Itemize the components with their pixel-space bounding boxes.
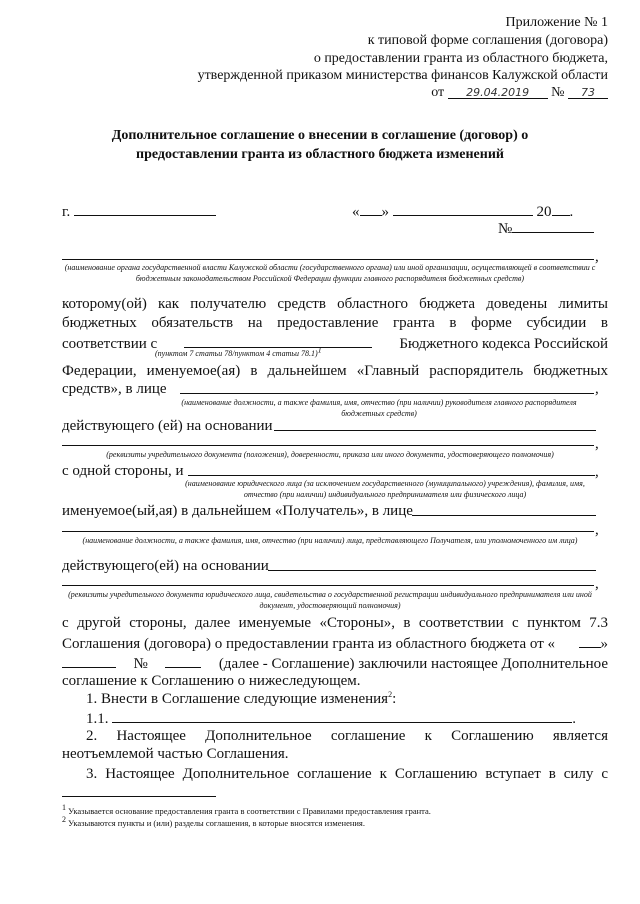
paragraph-1-line-3	[62, 333, 608, 353]
appendix-line-3: о предоставлении гранта из областного бюджета,	[313, 51, 608, 66]
footnote-separator	[62, 796, 216, 797]
organ-caption: (наименование органа государственной власти Калужской области (государственного органа) или иной организации, осуществляющей в соответствии с бюджетным законодательством Российской Федерации функции главного распорядителя бюджетных средств)	[64, 263, 596, 283]
colon: :	[392, 691, 397, 707]
appendix-date-line	[431, 84, 608, 101]
date-field	[448, 84, 548, 99]
ref-day-blank	[579, 633, 601, 648]
appendix-line-1: Приложение № 1	[505, 15, 608, 30]
agreement-reference-text: Соглашения (договора) о предоставлении гранта из областного бюджета от «	[62, 636, 556, 652]
one-side-text: с одной стороны, и	[62, 463, 184, 479]
day-blank	[360, 201, 382, 216]
comma: ,	[595, 522, 599, 538]
appendix-line-4: утвержденной приказом министерства финансов Калужской области	[197, 68, 608, 83]
paragraph-1-line-1: которому(ой) как получателю средств областного бюджета доведены лимиты	[62, 296, 608, 312]
quote-close: »	[381, 204, 389, 220]
acting-basis-1-blank-2	[62, 445, 594, 446]
recipient-caption: (наименование юридического лица (за исключением государственного (муниципального) учреждения), фамилия, имя, отчество (при наличии) индивидуального предпринимателя или физического лица)	[185, 479, 585, 499]
acting-basis-1-blank	[274, 430, 596, 431]
position-caption-2: (наименование должности, а также фамилия, имя, отчество (при наличии) лица, представляющего Получателя, или уполномоченного им лица)	[82, 536, 578, 545]
doc-title-line-2: предоставлении гранта из областного бюджета изменений	[136, 147, 504, 162]
comma: ,	[595, 436, 599, 452]
item-1-text: 1. Внести в Соглашение следующие изменения	[86, 691, 389, 707]
recipient-person-blank-2	[62, 531, 594, 532]
number-field	[568, 84, 608, 99]
organ-blank-line	[62, 259, 594, 260]
in-accordance-with: соответствии с	[62, 336, 158, 352]
quote-open: «	[352, 204, 360, 220]
year-blank	[552, 201, 570, 216]
acting-basis-2-blank-2	[62, 585, 594, 586]
hereinafter-text: (далее - Соглашение) заключили настоящее Дополнительное	[218, 656, 608, 672]
handwritten-date: 29.04.2019	[466, 86, 530, 99]
named-recipient-text: именуемое(ый,ая) в дальнейшем «Получатель», в лице	[62, 503, 413, 519]
paragraph-2-line-1: с другой стороны, далее именуемые «Стороны», в соответствии с пунктом 7.3	[62, 615, 608, 631]
item-1	[86, 690, 396, 708]
article-blank	[184, 333, 372, 348]
paragraph-1-line-2: бюджетных обязательств на предоставление гранта в форме субсидии в	[62, 315, 608, 331]
quote-close: »	[600, 636, 608, 652]
paragraph-2-line-4: соглашение к Соглашению о нижеследующем.	[62, 673, 361, 689]
footnote-1-text: Указывается основание предоставления гранта в соответствии с Правилами предоставления гранта.	[68, 806, 431, 816]
recipient-person-blank	[412, 515, 596, 516]
doc-title-line-1: Дополнительное соглашение о внесении в соглашение (договор) о	[111, 128, 529, 143]
item-1-1-label: 1.1.	[86, 711, 109, 727]
budget-code-text: Бюджетного кодекса Российской	[399, 336, 608, 352]
requisites-caption-1: (реквизиты учредительного документа (положения), доверенности, приказа или иного документа, удостоверяющего полномочия)	[106, 450, 554, 459]
item-2-line-2: неотъемлемой частью Соглашения.	[62, 746, 289, 762]
paragraph-2-line-2	[62, 633, 608, 653]
requisites-caption-2: (реквизиты учредительного документа юридического лица, свидетельства о государственной регистрации индивидуального предпринимателя или иной документ, удостоверяющий полномочия)	[68, 590, 592, 610]
city-blank	[74, 201, 216, 216]
acting-basis-2-blank	[268, 570, 596, 571]
city-field	[62, 201, 216, 221]
comma: ,	[595, 576, 599, 592]
ot-label: от	[431, 85, 445, 100]
footnote-2	[62, 817, 365, 829]
footnote-1-mark: 1	[62, 803, 66, 813]
year-prefix: 20	[536, 204, 552, 220]
paragraph-1-line-4: Федерации, именуемое(ая) в дальнейшем «Главный распорядитель бюджетных	[62, 363, 608, 379]
item-1-1-blank	[112, 708, 572, 723]
comma: ,	[595, 249, 599, 265]
footnote-2-mark: 2	[62, 815, 66, 825]
paragraph-1-line-5: средств», в лице	[62, 381, 167, 397]
footnote-ref-1: 1	[317, 345, 322, 355]
article-caption-text: (пунктом 7 статьи 78/пунктом 4 статьи 78.1)	[155, 349, 318, 358]
ref-number-label: №	[133, 656, 148, 672]
city-prefix: г.	[62, 204, 71, 220]
position-caption-1: (наименование должности, а также фамилия, имя, отчество (при наличии) руководителя главного распорядителя бюджетных средств)	[181, 398, 577, 418]
recipient-blank-line	[188, 475, 595, 476]
paragraph-2-line-3	[62, 653, 608, 673]
acting-basis-2: действующего(ей) на основании	[62, 558, 269, 574]
no-label: №	[551, 85, 565, 100]
footnote-2-text: Указываются пункты и (или) разделы соглашения, в которые вносятся изменения.	[68, 818, 365, 828]
agreement-number-blank	[512, 218, 594, 233]
ref-date-blank	[62, 653, 116, 668]
comma: ,	[595, 464, 599, 480]
agreement-number-field	[498, 218, 594, 238]
month-blank	[393, 201, 533, 216]
item-2-line-1: 2. Настоящее Дополнительное соглашение к Соглашению является	[86, 728, 608, 744]
appendix-line-2: к типовой форме соглашения (договора)	[367, 33, 608, 48]
comma: ,	[595, 381, 599, 397]
item-3-line-1: 3. Настоящее Дополнительное соглашение к Соглашению вступает в силу с	[86, 766, 608, 782]
agreement-number-label: №	[498, 221, 513, 237]
item-1-1: 1.1. .	[86, 708, 576, 728]
footnote-1	[62, 805, 431, 817]
person-blank-line	[180, 393, 594, 394]
ref-number-blank	[165, 653, 201, 668]
handwritten-number: 73	[581, 86, 595, 99]
acting-basis-1: действующего (ей) на основании	[62, 418, 273, 434]
footnote-ref-2: 2	[388, 690, 393, 699]
year-suffix: .	[569, 204, 574, 220]
article-caption	[155, 345, 322, 358]
